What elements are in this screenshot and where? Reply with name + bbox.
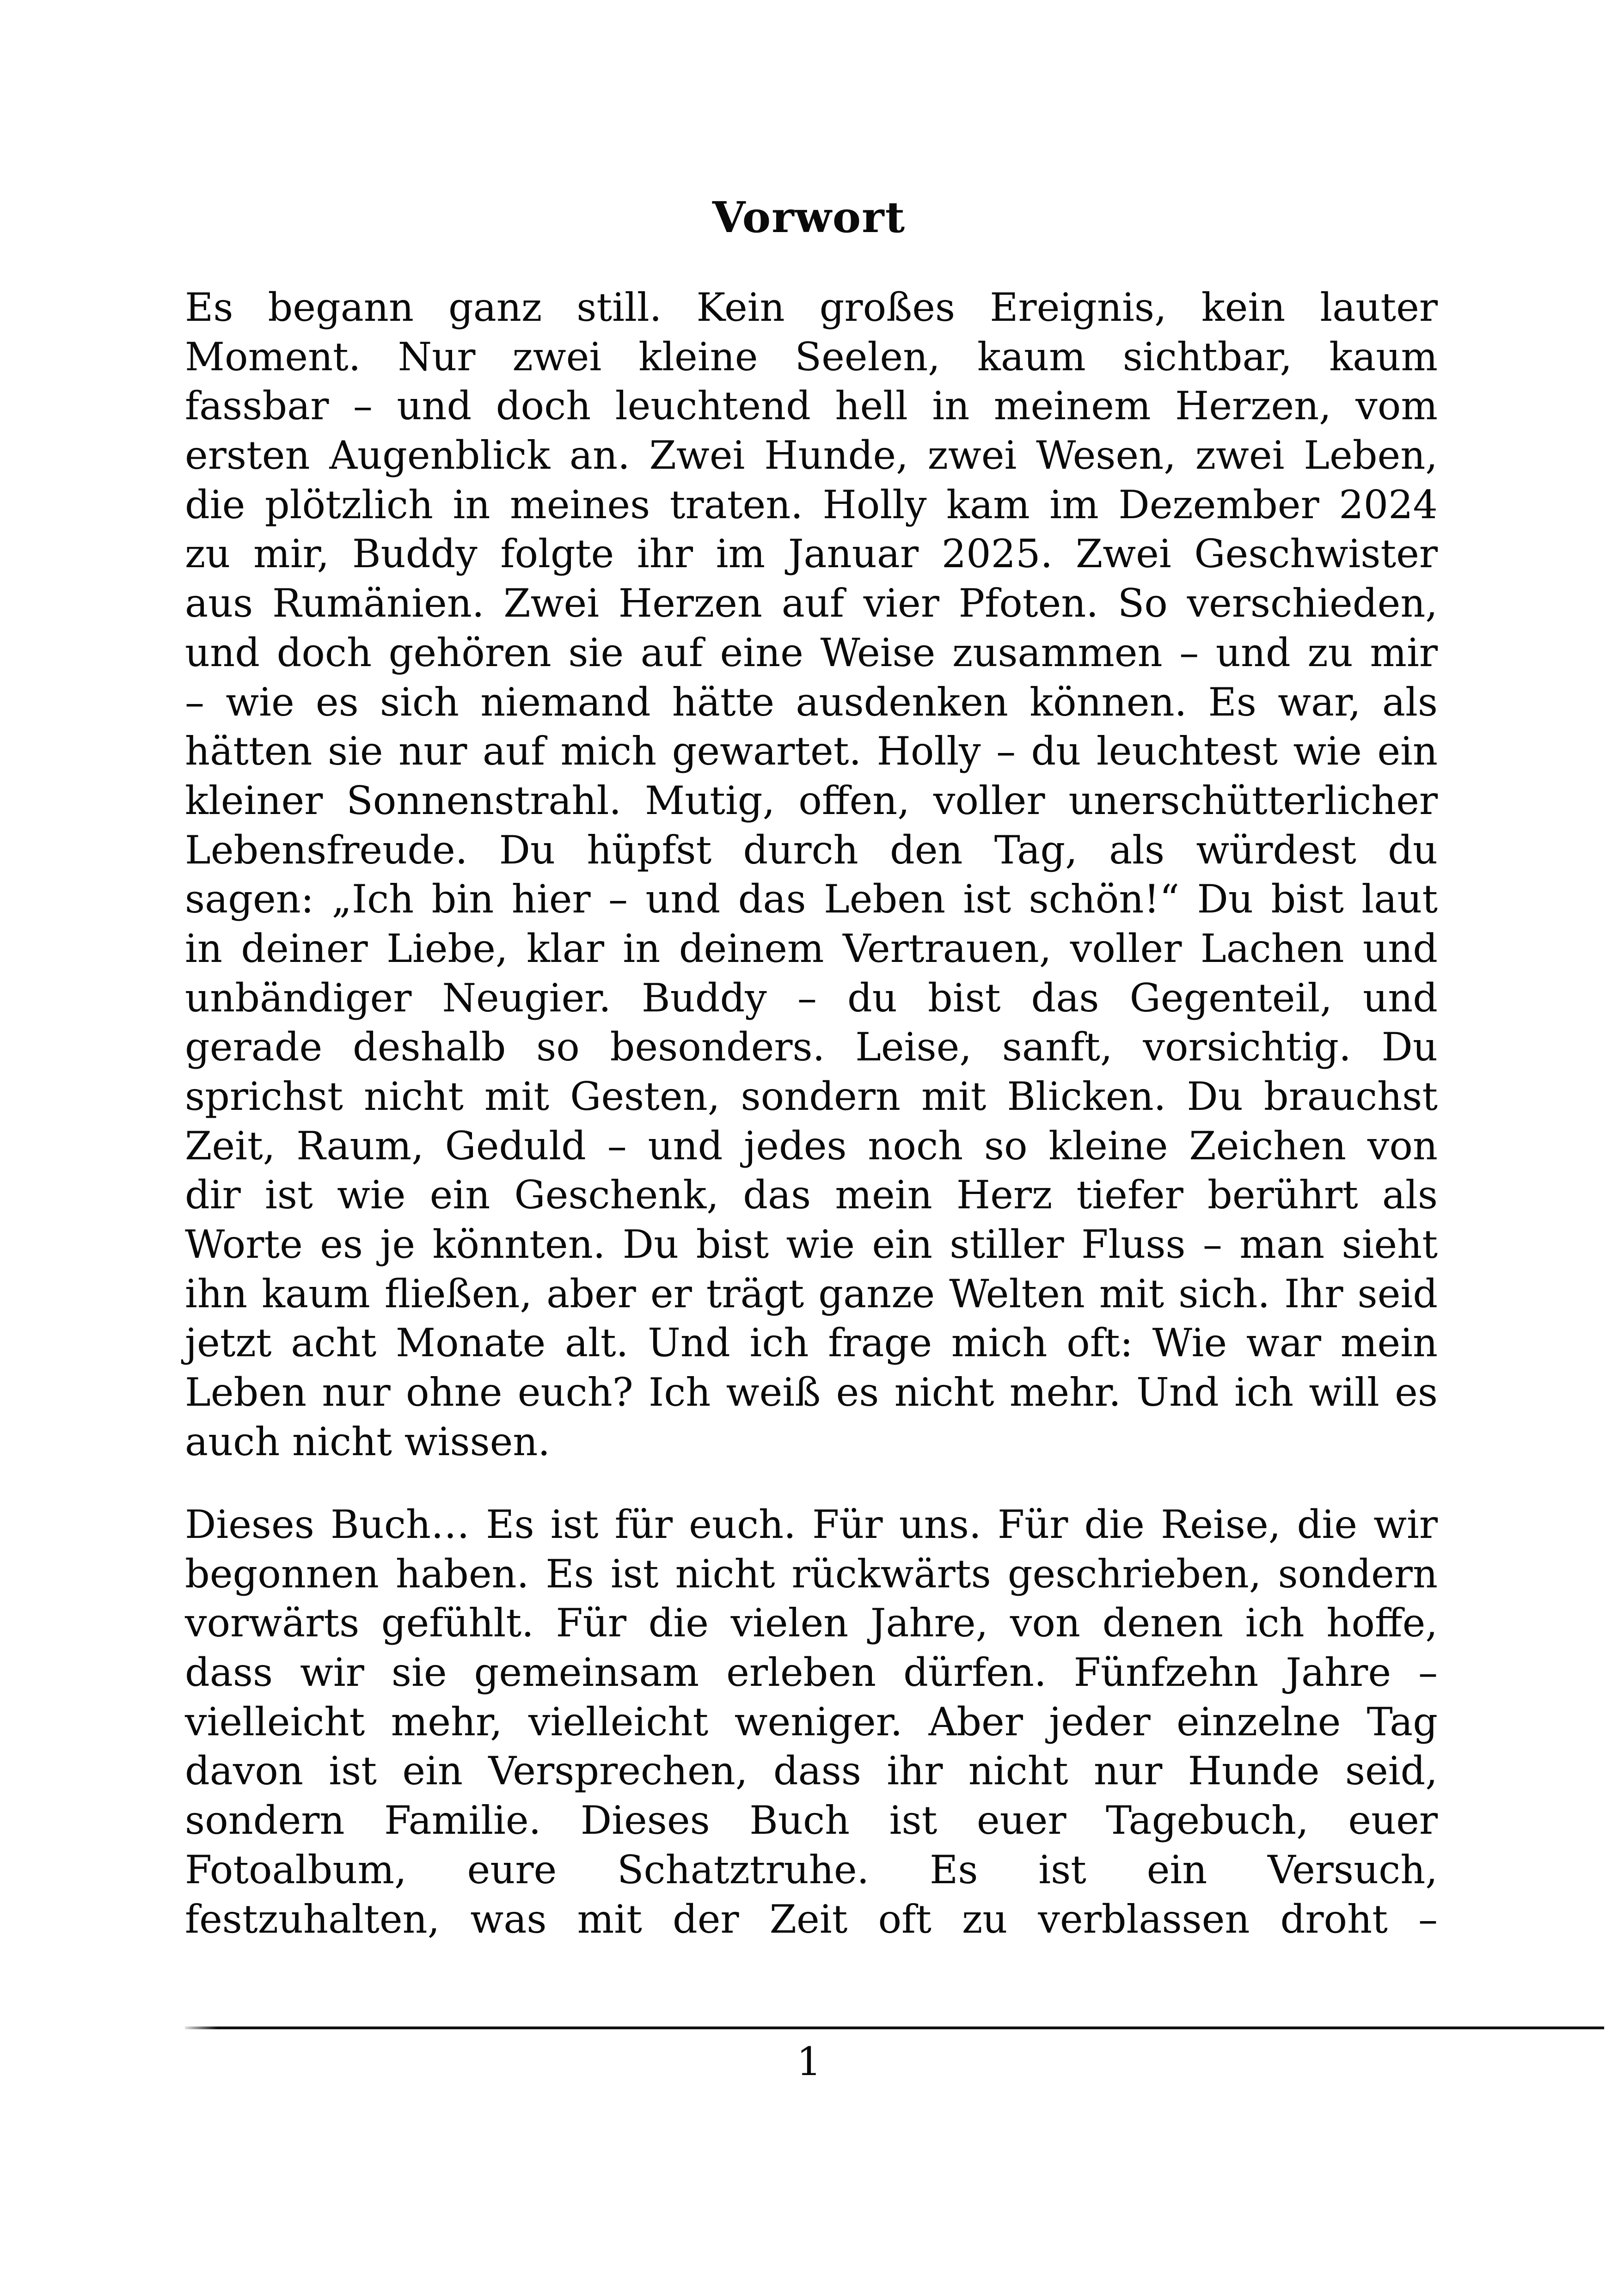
- text-line: aus Rumänien. Zwei Herzen auf vier Pfoten. So verschieden,: [185, 581, 1438, 626]
- text-line: dass wir sie gemeinsam erleben dürfen. Fünfzehn Jahre –: [185, 1650, 1438, 1696]
- text-line: kleiner Sonnenstrahl. Mutig, offen, voller unerschütterlicher: [185, 778, 1438, 823]
- text-line: gerade deshalb so besonders. Leise, sanft, vorsichtig. Du: [185, 1024, 1438, 1070]
- text-line: davon ist ein Versprechen, dass ihr nicht nur Hunde seid,: [185, 1748, 1438, 1794]
- text-line: Zeit, Raum, Geduld – und jedes noch so kleine Zeichen von: [185, 1123, 1438, 1169]
- text-line: jetzt acht Monate alt. Und ich frage mich oft: Wie war mein: [185, 1320, 1438, 1366]
- text-line: sprichst nicht mit Gesten, sondern mit Blicken. Du brauchst: [185, 1074, 1438, 1119]
- text-line: begonnen haben. Es ist nicht rückwärts geschrieben, sondern: [185, 1551, 1438, 1597]
- text-line: festzuhalten, was mit der Zeit oft zu verblassen droht –: [185, 1896, 1438, 1942]
- text-line: und doch gehören sie auf eine Weise zusammen – und zu mir: [185, 630, 1438, 675]
- text-line: vielleicht mehr, vielleicht weniger. Aber jeder einzelne Tag: [185, 1699, 1438, 1745]
- text-line: unbändiger Neugier. Buddy – du bist das Gegenteil, und: [185, 975, 1438, 1021]
- text-line: Leben nur ohne euch? Ich weiß es nicht mehr. Und ich will es: [185, 1370, 1438, 1415]
- text-line: auch nicht wissen.: [185, 1419, 551, 1464]
- text-line: hätten sie nur auf mich gewartet. Holly – du leuchtest wie ein: [185, 729, 1438, 774]
- text-line: dir ist wie ein Geschenk, das mein Herz tiefer berührt als: [185, 1172, 1438, 1218]
- text-line: ersten Augenblick an. Zwei Hunde, zwei Wesen, zwei Leben,: [185, 433, 1438, 478]
- text-line: vorwärts gefühlt. Für die vielen Jahre, von denen ich hoffe,: [185, 1600, 1438, 1646]
- text-line: Fotoalbum, eure Schatztruhe. Es ist ein Versuch,: [185, 1847, 1438, 1892]
- text-line: Dieses Buch… Es ist für euch. Für uns. Für die Reise, die wir: [185, 1502, 1438, 1547]
- text-line: Es begann ganz still. Kein großes Ereignis, kein lauter: [185, 285, 1438, 330]
- text-line: – wie es sich niemand hätte ausdenken können. Es war, als: [185, 679, 1438, 725]
- paragraph-1: [185, 283, 1438, 1467]
- page-number: 1: [797, 2039, 821, 2084]
- text-line: sondern Familie. Dieses Buch ist euer Tagebuch, euer: [185, 1798, 1438, 1843]
- text-line: in deiner Liebe, klar in deinem Vertrauen, voller Lachen und: [185, 925, 1438, 971]
- text-line: Lebensfreude. Du hüpfst durch den Tag, als würdest du: [185, 827, 1438, 873]
- text-line: zu mir, Buddy folgte ihr im Januar 2025. Zwei Geschwister: [185, 531, 1438, 577]
- footer-divider: [185, 2027, 1604, 2029]
- text-line: Moment. Nur zwei kleine Seelen, kaum sichtbar, kaum: [185, 334, 1438, 380]
- page-title: Vorwort: [712, 192, 906, 242]
- paragraph-2: [185, 1500, 1438, 1944]
- text-line: sagen: „Ich bin hier – und das Leben ist schön!“ Du bist laut: [185, 876, 1438, 922]
- text-line: ihn kaum fließen, aber er trägt ganze Welten mit sich. Ihr seid: [185, 1271, 1438, 1316]
- text-line: die plötzlich in meines traten. Holly kam im Dezember 2024: [185, 482, 1438, 527]
- text-line: fassbar – und doch leuchtend hell in meinem Herzen, vom: [185, 383, 1438, 429]
- text-line: Worte es je könnten. Du bist wie ein stiller Fluss – man sieht: [185, 1222, 1438, 1267]
